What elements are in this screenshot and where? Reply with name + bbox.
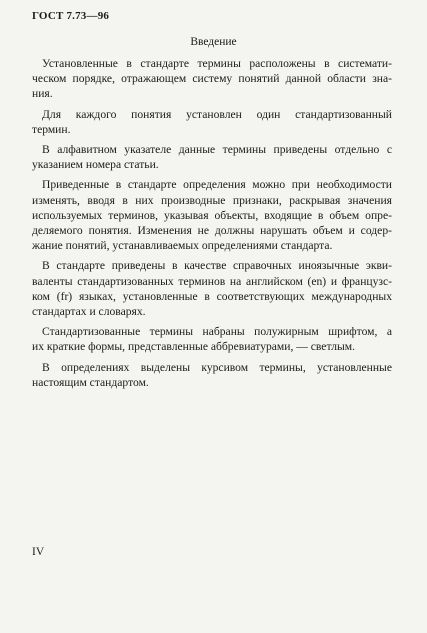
- text-line: стандартах и словарях.: [32, 305, 146, 319]
- page-number: IV: [32, 546, 45, 558]
- text-line: Для каждого понятия установлен один стандартизованный: [42, 107, 392, 121]
- text-line: настоящим стандартом.: [32, 375, 149, 389]
- text-line: их краткие формы, представленные аббревиатурами, — светлым.: [32, 340, 356, 354]
- text-line: В определениях выделены курсивом термины, установленные: [42, 360, 392, 374]
- paragraph: [32, 177, 392, 253]
- introduction-body: [32, 56, 392, 395]
- paragraph: [32, 107, 392, 137]
- document-code: ГОСТ 7.73—96: [32, 10, 110, 22]
- text-line: используемых терминов, указывая объекты, входящие в объем опре-: [32, 208, 392, 222]
- text-line: ческом порядке, отражающем систему понятий данной области зна-: [32, 72, 392, 86]
- text-line: ния.: [32, 87, 53, 101]
- text-line: термин.: [32, 122, 71, 136]
- text-line: В стандарте приведены в качестве справочных иноязычные экви-: [42, 259, 392, 273]
- paragraph: [32, 258, 392, 319]
- text-line: Установленные в стандарте термины расположены в системати-: [42, 57, 392, 70]
- text-line: Стандартизованные термины набраны полужирным шрифтом, а: [42, 325, 392, 339]
- paragraph: [32, 360, 392, 390]
- text-line: изменять, вводя в них производные признаки, раскрывая значения: [32, 193, 392, 207]
- text-line: жание понятий, устанавливаемых определениями стандарта.: [32, 239, 333, 253]
- paragraph: [32, 56, 392, 102]
- text-line: В алфавитном указателе данные термины приведены отдельно с: [42, 143, 392, 157]
- text-line: деляемого понятия. Изменения не должны нарушать объем и содер-: [32, 224, 392, 238]
- text-line: Приведенные в стандарте определения можно при необходимости: [42, 178, 392, 192]
- section-title: Введение: [190, 36, 237, 48]
- paragraph: [32, 142, 392, 172]
- paragraph: [32, 324, 392, 354]
- text-line: ком (fr) языках, установленные в соответствующих международных: [32, 289, 392, 303]
- text-line: валенты стандартизованных терминов на английском (en) и французс-: [32, 274, 392, 288]
- text-line: указанием номера статьи.: [32, 158, 159, 172]
